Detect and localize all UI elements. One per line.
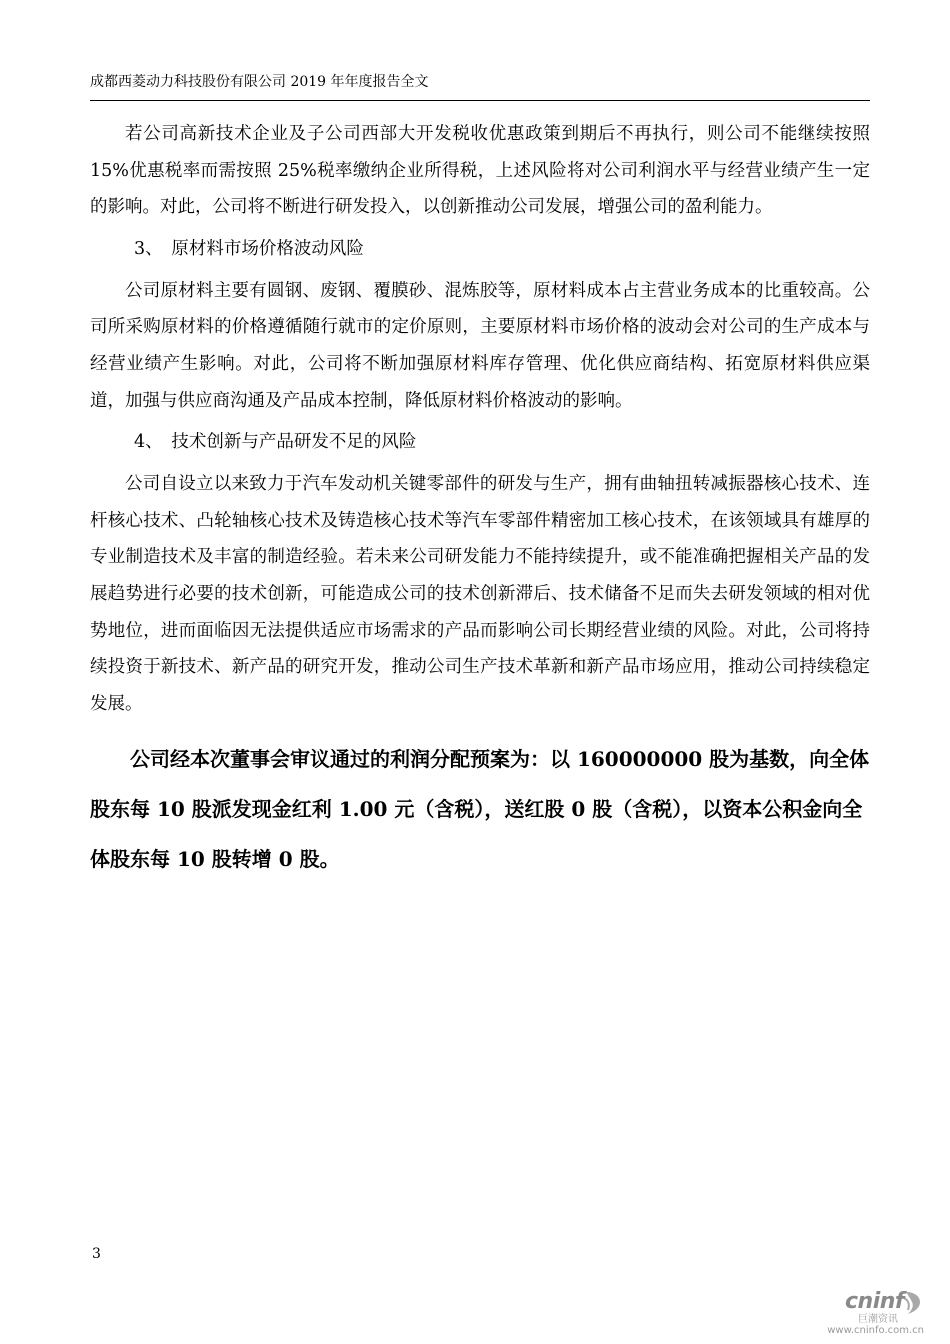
raw-material-risk-paragraph: 公司原材料主要有圆钢、废钢、覆膜砂、混炼胶等，原材料成本占主营业务成本的比重较高。公司所采购原材料的价格遵循随行就市的定价原则，主要原材料市场价格的波动会对公司的生产成本与经营业绩产生影响。对此，公司将不断加强原材料库存管理、优化供应商结构、拓宽原材料供应渠道，加强与供应商沟通及产品成本控制，降低原材料价格波动的影响。 — [90, 280, 870, 411]
section-heading-innovation: 4、 技术创新与产品研发不足的风险 — [134, 432, 417, 453]
page-number: 3 — [92, 1246, 101, 1262]
section-heading-raw-material: 3、 原材料市场价格波动风险 — [134, 238, 364, 259]
header-title: 成都西菱动力科技股份有限公司 2019 年年度报告全文 — [90, 74, 429, 90]
logo-url: www.cninfo.com.cn — [827, 1325, 924, 1336]
logo-wordmark: cninf — [845, 1289, 904, 1314]
cninfo-logo-icon — [902, 1290, 924, 1316]
profit-distribution-plan: 公司经本次董事会审议通过的利润分配预案为：以 160000000 股为基数，向全体股东每 10 股派发现金红利 1.00 元（含税），送红股 0 股（含税），以资本公积金向全体股东每 10 股转增 0 股。 — [90, 747, 870, 872]
report-body — [90, 116, 870, 884]
innovation-risk-paragraph: 公司自设立以来致力于汽车发动机关键零部件的研发与生产，拥有曲轴扭转减振器核心技术、连杆核心技术、凸轮轴核心技术及铸造核心技术等汽车零部件精密加工核心技术，在该领域具有雄厚的专业制造技术及丰富的制造经验。若未来公司研发能力不能持续提升，或不能准确把握相关产品的发展趋势进行必要的技术创新，可能造成公司的技术创新滞后、技术储备不足而失去研发领域的相对优势地位，进而面临因无法提供适应市场需求的产品而影响公司长期经营业绩的风险。对此，公司将持续投资于新技术、新产品的研究开发，推动公司生产技术革新和新产品市场应用，推动公司持续稳定发展。 — [90, 474, 870, 714]
logo-subtitle: 巨潮资讯 — [858, 1314, 898, 1325]
tax-risk-paragraph: 若公司高新技术企业及子公司西部大开发税收优惠政策到期后不再执行，则公司不能继续按照 15%优惠税率而需按照 25%税率缴纳企业所得税，上述风险将对公司利润水平与经营业绩产生一定的影响。对此，公司将不断进行研发投入，以创新推动公司发展，增强公司的盈利能力。 — [90, 124, 870, 218]
page-header — [90, 72, 870, 101]
cninfo-logo — [804, 1290, 924, 1338]
